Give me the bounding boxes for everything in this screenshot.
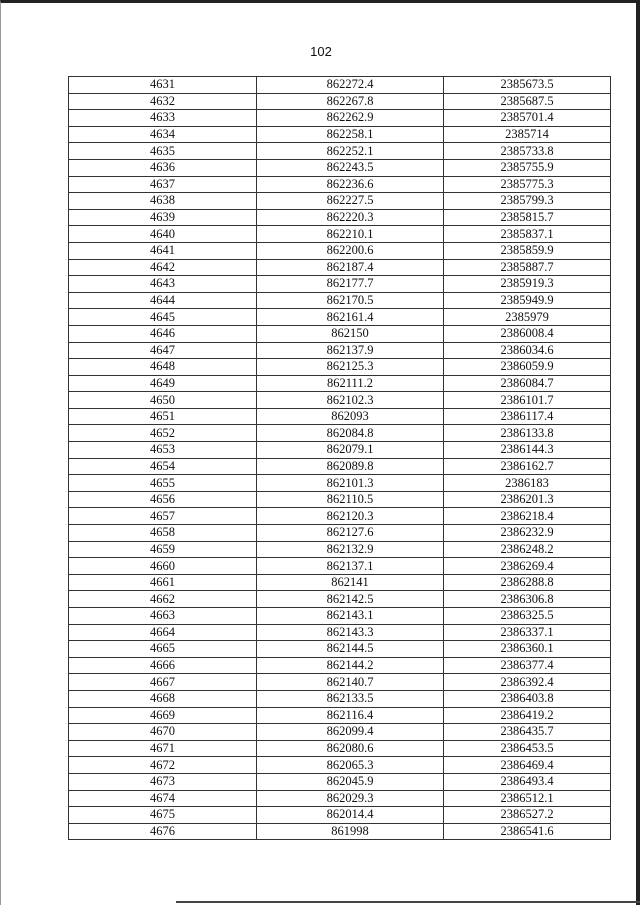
y-coordinate-cell: 2386325.5 <box>444 608 611 625</box>
x-coordinate-cell: 862262.9 <box>257 110 444 127</box>
table-row <box>69 724 611 741</box>
x-coordinate-cell: 862177.7 <box>257 276 444 293</box>
point-number-cell: 4645 <box>69 309 257 326</box>
point-number-cell: 4642 <box>69 259 257 276</box>
table-row <box>69 342 611 359</box>
y-coordinate-cell: 2386133.8 <box>444 425 611 442</box>
table-row <box>69 375 611 392</box>
table-row <box>69 508 611 525</box>
y-coordinate-cell: 2386008.4 <box>444 325 611 342</box>
y-coordinate-cell: 2386541.6 <box>444 823 611 840</box>
x-coordinate-cell: 862220.3 <box>257 209 444 226</box>
point-number-cell: 4654 <box>69 458 257 475</box>
y-coordinate-cell: 2385701.4 <box>444 110 611 127</box>
point-number-cell: 4674 <box>69 790 257 807</box>
y-coordinate-cell: 2385755.9 <box>444 159 611 176</box>
table-row <box>69 608 611 625</box>
point-number-cell: 4670 <box>69 724 257 741</box>
x-coordinate-cell: 862099.4 <box>257 724 444 741</box>
y-coordinate-cell: 2386527.2 <box>444 807 611 824</box>
point-number-cell: 4646 <box>69 325 257 342</box>
x-coordinate-cell: 862137.1 <box>257 558 444 575</box>
y-coordinate-cell: 2386232.9 <box>444 525 611 542</box>
table-row <box>69 77 611 94</box>
point-number-cell: 4665 <box>69 641 257 658</box>
table-row <box>69 325 611 342</box>
table-row <box>69 591 611 608</box>
y-coordinate-cell: 2386337.1 <box>444 624 611 641</box>
y-coordinate-cell: 2386183 <box>444 475 611 492</box>
x-coordinate-cell: 862161.4 <box>257 309 444 326</box>
table-row <box>69 558 611 575</box>
y-coordinate-cell: 2386306.8 <box>444 591 611 608</box>
x-coordinate-cell: 862267.8 <box>257 93 444 110</box>
y-coordinate-cell: 2385815.7 <box>444 209 611 226</box>
table-row <box>69 110 611 127</box>
x-coordinate-cell: 862150 <box>257 325 444 342</box>
point-number-cell: 4676 <box>69 823 257 840</box>
y-coordinate-cell: 2386469.4 <box>444 757 611 774</box>
table-row <box>69 425 611 442</box>
x-coordinate-cell: 862120.3 <box>257 508 444 525</box>
point-number-cell: 4650 <box>69 392 257 409</box>
y-coordinate-cell: 2386377.4 <box>444 657 611 674</box>
x-coordinate-cell: 862084.8 <box>257 425 444 442</box>
table-row <box>69 193 611 210</box>
y-coordinate-cell: 2385887.7 <box>444 259 611 276</box>
x-coordinate-cell: 862045.9 <box>257 773 444 790</box>
table-row <box>69 674 611 691</box>
table-row <box>69 690 611 707</box>
point-number-cell: 4667 <box>69 674 257 691</box>
point-number-cell: 4669 <box>69 707 257 724</box>
y-coordinate-cell: 2386248.2 <box>444 541 611 558</box>
x-coordinate-cell: 862227.5 <box>257 193 444 210</box>
point-number-cell: 4658 <box>69 525 257 542</box>
y-coordinate-cell: 2386392.4 <box>444 674 611 691</box>
point-number-cell: 4632 <box>69 93 257 110</box>
table-row <box>69 807 611 824</box>
point-number-cell: 4675 <box>69 807 257 824</box>
x-coordinate-cell: 862187.4 <box>257 259 444 276</box>
y-coordinate-cell: 2386201.3 <box>444 491 611 508</box>
y-coordinate-cell: 2385733.8 <box>444 143 611 160</box>
point-number-cell: 4637 <box>69 176 257 193</box>
point-number-cell: 4668 <box>69 690 257 707</box>
point-number-cell: 4660 <box>69 558 257 575</box>
y-coordinate-cell: 2386117.4 <box>444 408 611 425</box>
y-coordinate-cell: 2385799.3 <box>444 193 611 210</box>
x-coordinate-cell: 862200.6 <box>257 242 444 259</box>
page-number: 102 <box>310 44 332 59</box>
table-row <box>69 541 611 558</box>
table-row <box>69 309 611 326</box>
point-number-cell: 4631 <box>69 77 257 94</box>
x-coordinate-cell: 861998 <box>257 823 444 840</box>
y-coordinate-cell: 2386435.7 <box>444 724 611 741</box>
point-number-cell: 4643 <box>69 276 257 293</box>
x-coordinate-cell: 862143.1 <box>257 608 444 625</box>
table-row <box>69 93 611 110</box>
x-coordinate-cell: 862143.3 <box>257 624 444 641</box>
table-row <box>69 790 611 807</box>
coordinates-table <box>68 76 611 840</box>
table-row <box>69 226 611 243</box>
table-row <box>69 276 611 293</box>
y-coordinate-cell: 2386453.5 <box>444 740 611 757</box>
point-number-cell: 4648 <box>69 359 257 376</box>
bottom-rule <box>176 901 640 903</box>
table-row <box>69 641 611 658</box>
y-coordinate-cell: 2385859.9 <box>444 242 611 259</box>
x-coordinate-cell: 862258.1 <box>257 126 444 143</box>
y-coordinate-cell: 2385837.1 <box>444 226 611 243</box>
point-number-cell: 4661 <box>69 574 257 591</box>
table-row <box>69 209 611 226</box>
point-number-cell: 4651 <box>69 408 257 425</box>
table-row <box>69 823 611 840</box>
y-coordinate-cell: 2386218.4 <box>444 508 611 525</box>
table-row <box>69 491 611 508</box>
y-coordinate-cell: 2386144.3 <box>444 442 611 459</box>
x-coordinate-cell: 862111.2 <box>257 375 444 392</box>
x-coordinate-cell: 862089.8 <box>257 458 444 475</box>
table-row <box>69 773 611 790</box>
table-row <box>69 259 611 276</box>
point-number-cell: 4644 <box>69 292 257 309</box>
x-coordinate-cell: 862133.5 <box>257 690 444 707</box>
point-number-cell: 4655 <box>69 475 257 492</box>
x-coordinate-cell: 862110.5 <box>257 491 444 508</box>
point-number-cell: 4633 <box>69 110 257 127</box>
point-number-cell: 4664 <box>69 624 257 641</box>
point-number-cell: 4640 <box>69 226 257 243</box>
x-coordinate-cell: 862029.3 <box>257 790 444 807</box>
x-coordinate-cell: 862127.6 <box>257 525 444 542</box>
y-coordinate-cell: 2385775.3 <box>444 176 611 193</box>
x-coordinate-cell: 862243.5 <box>257 159 444 176</box>
table-row <box>69 176 611 193</box>
x-coordinate-cell: 862252.1 <box>257 143 444 160</box>
table-row <box>69 458 611 475</box>
point-number-cell: 4647 <box>69 342 257 359</box>
point-number-cell: 4657 <box>69 508 257 525</box>
x-coordinate-cell: 862144.2 <box>257 657 444 674</box>
y-coordinate-cell: 2386493.4 <box>444 773 611 790</box>
y-coordinate-cell: 2386512.1 <box>444 790 611 807</box>
table-row <box>69 242 611 259</box>
table-row <box>69 408 611 425</box>
table-row <box>69 740 611 757</box>
y-coordinate-cell: 2386360.1 <box>444 641 611 658</box>
x-coordinate-cell: 862079.1 <box>257 442 444 459</box>
table-row <box>69 126 611 143</box>
point-number-cell: 4652 <box>69 425 257 442</box>
x-coordinate-cell: 862014.4 <box>257 807 444 824</box>
x-coordinate-cell: 862065.3 <box>257 757 444 774</box>
y-coordinate-cell: 2385919.3 <box>444 276 611 293</box>
x-coordinate-cell: 862236.6 <box>257 176 444 193</box>
y-coordinate-cell: 2386162.7 <box>444 458 611 475</box>
point-number-cell: 4639 <box>69 209 257 226</box>
point-number-cell: 4634 <box>69 126 257 143</box>
y-coordinate-cell: 2386101.7 <box>444 392 611 409</box>
table-row <box>69 707 611 724</box>
y-coordinate-cell: 2385714 <box>444 126 611 143</box>
y-coordinate-cell: 2385687.5 <box>444 93 611 110</box>
point-number-cell: 4638 <box>69 193 257 210</box>
x-coordinate-cell: 862132.9 <box>257 541 444 558</box>
table-row <box>69 757 611 774</box>
point-number-cell: 4635 <box>69 143 257 160</box>
x-coordinate-cell: 862093 <box>257 408 444 425</box>
point-number-cell: 4666 <box>69 657 257 674</box>
point-number-cell: 4663 <box>69 608 257 625</box>
x-coordinate-cell: 862125.3 <box>257 359 444 376</box>
x-coordinate-cell: 862144.5 <box>257 641 444 658</box>
x-coordinate-cell: 862101.3 <box>257 475 444 492</box>
point-number-cell: 4641 <box>69 242 257 259</box>
x-coordinate-cell: 862137.9 <box>257 342 444 359</box>
point-number-cell: 4659 <box>69 541 257 558</box>
point-number-cell: 4672 <box>69 757 257 774</box>
y-coordinate-cell: 2386084.7 <box>444 375 611 392</box>
table-row <box>69 359 611 376</box>
table-row <box>69 392 611 409</box>
x-coordinate-cell: 862116.4 <box>257 707 444 724</box>
x-coordinate-cell: 862170.5 <box>257 292 444 309</box>
table-row <box>69 292 611 309</box>
x-coordinate-cell: 862141 <box>257 574 444 591</box>
y-coordinate-cell: 2386419.2 <box>444 707 611 724</box>
x-coordinate-cell: 862272.4 <box>257 77 444 94</box>
y-coordinate-cell: 2385949.9 <box>444 292 611 309</box>
table-row <box>69 159 611 176</box>
table-row <box>69 143 611 160</box>
coordinates-table-body <box>69 77 611 840</box>
point-number-cell: 4671 <box>69 740 257 757</box>
x-coordinate-cell: 862080.6 <box>257 740 444 757</box>
y-coordinate-cell: 2386059.9 <box>444 359 611 376</box>
y-coordinate-cell: 2386403.8 <box>444 690 611 707</box>
y-coordinate-cell: 2386288.8 <box>444 574 611 591</box>
x-coordinate-cell: 862140.7 <box>257 674 444 691</box>
point-number-cell: 4636 <box>69 159 257 176</box>
y-coordinate-cell: 2386269.4 <box>444 558 611 575</box>
y-coordinate-cell: 2386034.6 <box>444 342 611 359</box>
point-number-cell: 4653 <box>69 442 257 459</box>
y-coordinate-cell: 2385673.5 <box>444 77 611 94</box>
point-number-cell: 4649 <box>69 375 257 392</box>
table-row <box>69 475 611 492</box>
table-row <box>69 442 611 459</box>
x-coordinate-cell: 862102.3 <box>257 392 444 409</box>
point-number-cell: 4656 <box>69 491 257 508</box>
point-number-cell: 4673 <box>69 773 257 790</box>
y-coordinate-cell: 2385979 <box>444 309 611 326</box>
table-row <box>69 624 611 641</box>
x-coordinate-cell: 862210.1 <box>257 226 444 243</box>
table-row <box>69 657 611 674</box>
point-number-cell: 4662 <box>69 591 257 608</box>
table-row <box>69 525 611 542</box>
table-row <box>69 574 611 591</box>
x-coordinate-cell: 862142.5 <box>257 591 444 608</box>
